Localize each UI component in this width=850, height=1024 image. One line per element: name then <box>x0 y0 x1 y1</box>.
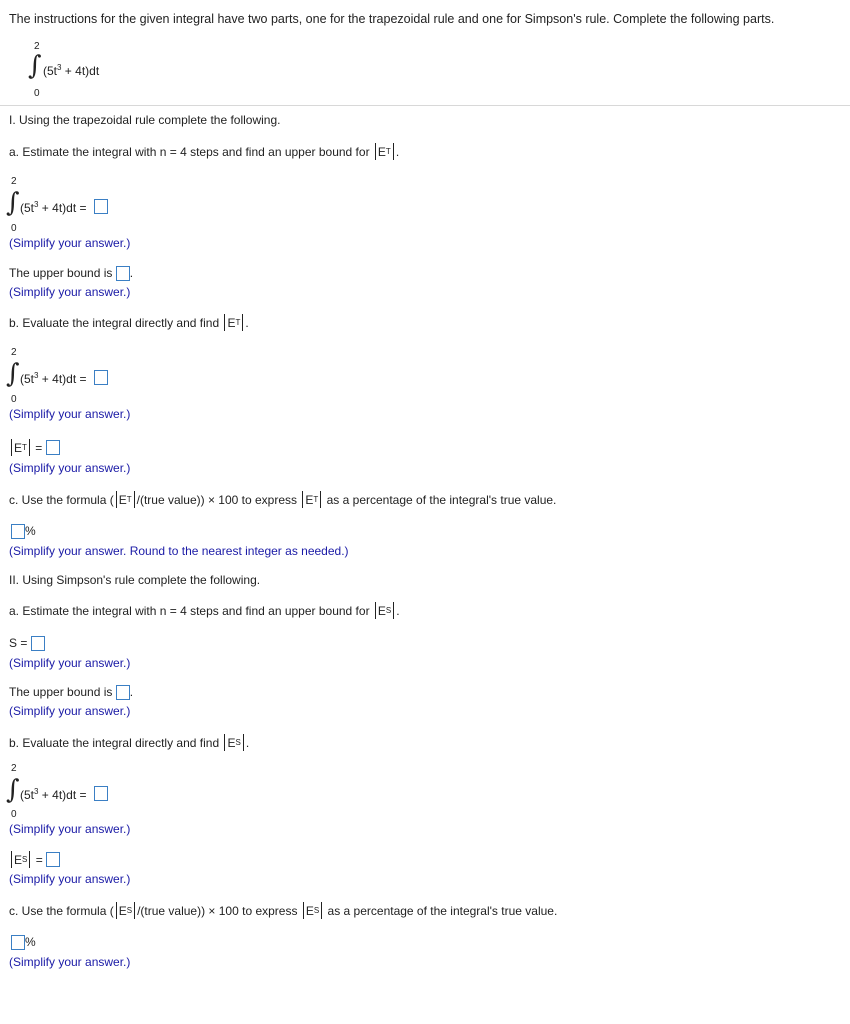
integral-sign: ∫ <box>6 359 20 389</box>
simplify-hint: (Simplify your answer.) <box>9 822 131 836</box>
part-i-a-text: a. Estimate the integral with n = 4 steps and find an upper bound for E T . <box>9 144 400 159</box>
simplify-hint: (Simplify your answer.) <box>9 461 131 475</box>
integral-lower-limit: 0 <box>34 88 40 99</box>
part-ii-heading: II. Using Simpson's rule complete the following. <box>9 573 261 587</box>
simplify-hint: (Simplify your answer.) <box>9 872 131 886</box>
trapezoid-exact-input[interactable] <box>94 370 108 385</box>
part-ii-b-text: b. Evaluate the integral directly and find E S . <box>9 735 250 750</box>
integrand: $(5t^3 + 4t)dt$ = <box>20 371 87 386</box>
part-i-heading: I. Using the trapezoidal rule complete the following. <box>9 113 281 127</box>
simplify-hint: (Simplify your answer.) <box>9 407 131 421</box>
simpson-exact-input[interactable] <box>94 786 108 801</box>
error-s-row: E S = <box>9 851 60 868</box>
integral-upper-limit: 2 <box>11 176 17 187</box>
integral-upper-limit: 2 <box>11 763 17 774</box>
part-ii-c-text: c. Use the formula ( E S /(true value)) × 100 to express E S as a percentage of the integral's true value. <box>9 903 558 918</box>
simpson-error-input[interactable] <box>46 852 60 867</box>
simplify-hint: (Simplify your answer.) <box>9 236 131 250</box>
integral-lower-limit: 0 <box>11 223 17 234</box>
integrand: $(5t^3 + 4t)dt$ <box>43 63 100 78</box>
trapezoid-upper-bound-input[interactable] <box>116 266 130 281</box>
part-i-c-text: c. Use the formula ( E T /(true value)) × 100 to express E T as a percentage of the integral's true value. <box>9 492 557 507</box>
integral-upper-limit: 2 <box>34 41 40 52</box>
simplify-hint: (Simplify your answer.) <box>9 656 131 670</box>
upper-bound-row: The upper bound is . <box>9 266 134 280</box>
percent-row: % <box>11 935 36 950</box>
trapezoid-error-input[interactable] <box>46 440 60 455</box>
trapezoid-estimate-input[interactable] <box>94 199 108 214</box>
integral-lower-limit: 0 <box>11 394 17 405</box>
part-i-b-text: b. Evaluate the integral directly and find E T . <box>9 315 249 330</box>
instructions-text: The instructions for the given integral have two parts, one for the trapezoidal rule and one for Simpson's rule. Complete the following parts. <box>9 12 775 26</box>
upper-bound-row: The upper bound is . <box>9 685 134 699</box>
simpson-estimate-input[interactable] <box>31 636 45 651</box>
part-ii-a-text: a. Estimate the integral with n = 4 steps and find an upper bound for E S . <box>9 603 400 618</box>
error-t-row: E T = <box>9 439 60 456</box>
simplify-hint: (Simplify your answer.) <box>9 285 131 299</box>
integral-upper-limit: 2 <box>11 347 17 358</box>
integral-lower-limit: 0 <box>11 809 17 820</box>
integral-sign: ∫ <box>28 51 42 81</box>
simpson-percent-input[interactable] <box>11 935 25 950</box>
simplify-round-hint: (Simplify your answer. Round to the nearest integer as needed.) <box>9 544 349 558</box>
simpson-s-row: S = <box>9 636 45 651</box>
integrand: $(5t^3 + 4t)dt$ = <box>20 200 87 215</box>
trapezoid-percent-input[interactable] <box>11 524 25 539</box>
integral-sign: ∫ <box>6 775 20 805</box>
simplify-hint: (Simplify your answer.) <box>9 955 131 969</box>
simpson-upper-bound-input[interactable] <box>116 685 130 700</box>
integrand: $(5t^3 + 4t)dt$ = <box>20 787 87 802</box>
integral-sign: ∫ <box>6 188 20 218</box>
divider <box>0 105 850 106</box>
simplify-hint: (Simplify your answer.) <box>9 704 131 718</box>
percent-row: % <box>11 524 36 539</box>
